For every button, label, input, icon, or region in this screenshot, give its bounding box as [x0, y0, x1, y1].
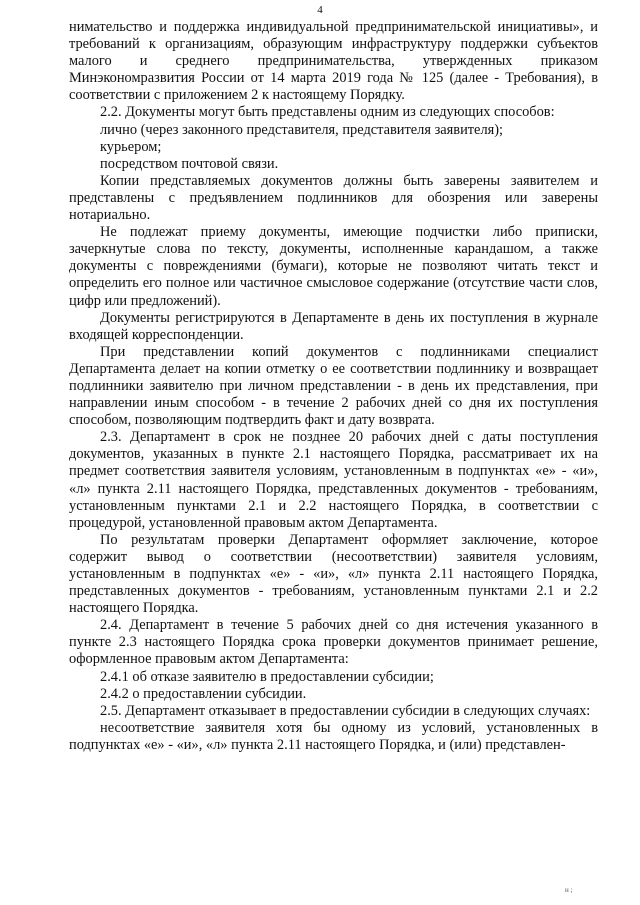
paragraph: курьером; [100, 138, 162, 155]
paragraph: несоответствие заявителя хотя бы одному из условий, установленных в подпунктах «е» - «и», «л» пункта 2.11 настоящего Порядка, и (или) представлен- [69, 719, 598, 753]
paragraph: Не подлежат приему документы, имеющие подчистки либо приписки, зачеркнутые слова по тексту, документы, исполненные карандашом, а также документы с повреждениями (бумаги), которые не позволяют читать текст и определить его полное или частичное смысловое содержание (отсутствие части слов, цифр или предложений). [69, 224, 598, 309]
paragraph: посредством почтовой связи. [100, 155, 279, 172]
document-body [69, 19, 598, 754]
paragraph: Документы регистрируются в Департаменте в день их поступления в журнале входящей корреспонденции. [69, 309, 598, 343]
paragraph: 2.5. Департамент отказывает в предоставлении субсидии в следующих случаях: [100, 702, 591, 719]
paragraph: 2.2. Документы могут быть представлены одним из следующих способов: [100, 104, 555, 121]
paragraph: При представлении копий документов с подлинниками специалист Департамента делает на копии отметку о ее соответствии подлиннику и возвращает подлинники заявителю при личном представлении - в день их представления, при направлении иным способом - в течение 2 рабочих дней со дня их поступления способом, позволяющим подтвердить факт и дату возврата. [69, 343, 598, 429]
paragraph: 2.4.1 об отказе заявителю в предоставлении субсидии; [100, 668, 434, 685]
paragraph: 2.4.2 о предоставлении субсидии. [100, 685, 307, 702]
page-number: 4 [317, 4, 323, 16]
paragraph: нимательство и поддержка индивидуальной предпринимательской инициативы», и требований к организациям, образующим инфраструктуру поддержки субъектов малого и среднего предпринимательства, утвержденных приказом Минэкономразвития России от 14 марта 2019 года № 125 (далее - Требования), в соответствии с приложением 2 к настоящему Порядку. [69, 19, 598, 104]
paragraph: Копии представляемых документов должны быть заверены заявителем и представлены с предъявлением подлинников для обозрения или заверены нотариально. [69, 172, 598, 224]
paragraph: 2.4. Департамент в течение 5 рабочих дней со дня истечения указанного в пункте 2.3 настоящего Порядка срока проверки документов принимает решение, оформленное правовым актом Департамента: [69, 617, 598, 668]
paragraph: лично (через законного представителя, представителя заявителя); [100, 121, 504, 138]
paragraph: 2.3. Департамент в срок не позднее 20 рабочих дней с даты поступления документов, указанных в пункте 2.1 настоящего Порядка, рассматривает их на предмет соответствия заявителя условиям, установленным в подпунктах «е» - «и», «л» пункта 2.11 настоящего Порядка, представленных документов - требованиям, установленным пунктами 2.1 и 2.2 настоящего Порядка, в соответствии с процедурой, установленной правовым актом Департамента. [69, 429, 598, 531]
footer-mark: н ; [565, 886, 573, 894]
paragraph: По результатам проверки Департамент оформляет заключение, которое содержит вывод о соответствии (несоответствии) заявителя условиям, установленным в подпунктах «е» - «и», «л» пункта 2.11 настоящего Порядка, представленных документов - требованиям, установленным пунктами 2.1 и 2.2 настоящего Порядка. [69, 531, 598, 617]
